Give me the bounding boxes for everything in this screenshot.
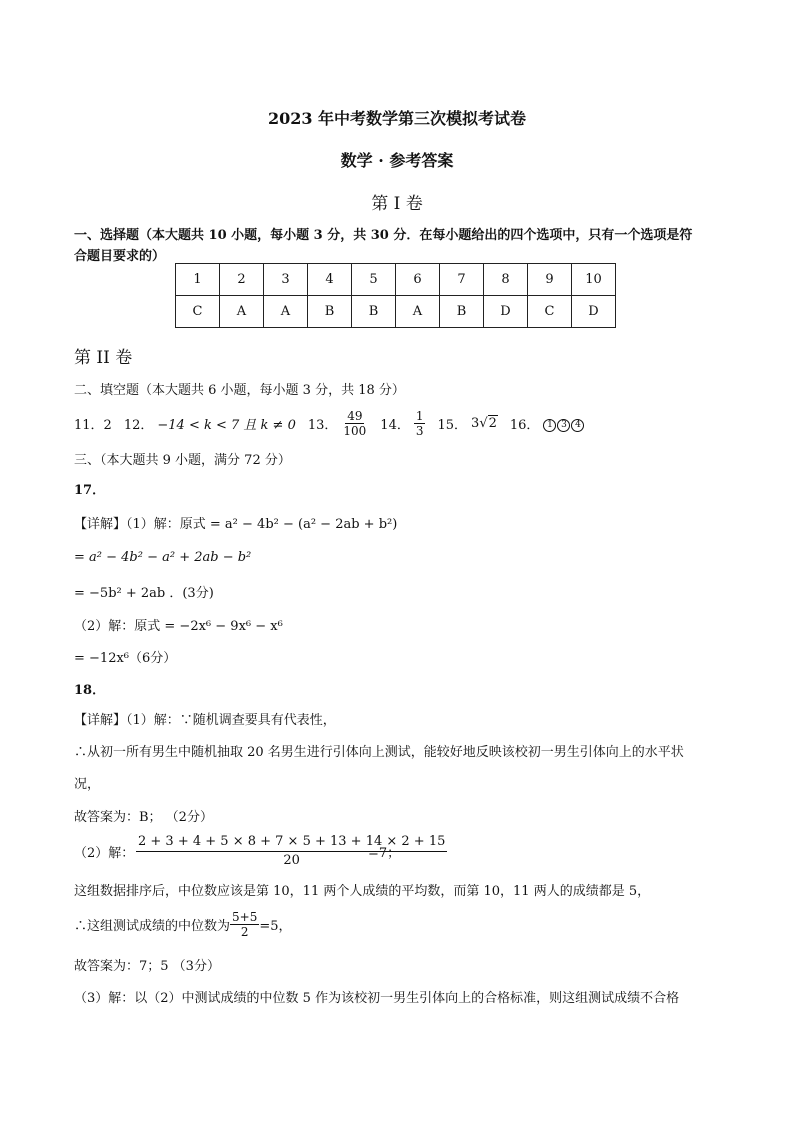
q17-line1: 【详解】（1）解：原式 = a² − 4b² − (a² − 2ab + b²) — [74, 517, 398, 532]
volume-2-heading: 第 II 卷 — [74, 348, 133, 368]
sqrt-coefficient: 3 — [471, 416, 480, 431]
answer-number-cell: 3 — [264, 264, 308, 296]
answer-letter-cell: A — [396, 296, 440, 328]
answer-number-cell: 7 — [440, 264, 484, 296]
q18-line4: 故答案为：B； （2分） — [74, 810, 213, 825]
sqrt-radicand: 2 — [488, 416, 497, 431]
answer-15-label: 15． — [437, 418, 468, 433]
answer-number-cell: 8 — [484, 264, 528, 296]
page-title: 2023 年中考数学第三次模拟考试卷 — [267, 109, 527, 128]
q18-line7-prefix: ∴这组测试成绩的中位数为 — [74, 919, 231, 934]
circled-number: 3 — [557, 419, 570, 432]
answer-16-value — [543, 416, 585, 432]
answer-letter-cell: B — [352, 296, 396, 328]
answer-table-number-row — [176, 264, 616, 296]
answer-number-cell: 5 — [352, 264, 396, 296]
answer-letter-cell: B — [308, 296, 352, 328]
circled-number: 4 — [571, 419, 584, 432]
fraction-numerator: 5+5 — [232, 910, 258, 924]
answer-14-fraction — [414, 409, 426, 438]
answer-13-fraction — [341, 409, 368, 438]
q18-line7-tail: =5， — [259, 919, 292, 934]
section3-heading: 三、（本大题共 9 小题，满分 72 分） — [74, 453, 291, 468]
volume-1-heading: 第 I 卷 — [371, 194, 423, 214]
fraction-numerator: 1 — [415, 409, 424, 423]
answer-16-label: 16． — [509, 418, 540, 433]
q18-line7 — [74, 910, 292, 939]
answer-number-cell: 6 — [396, 264, 440, 296]
answer-letter-cell: A — [220, 296, 264, 328]
fraction-denominator: 3 — [415, 424, 424, 438]
q18-line5-label: （2）解： — [74, 846, 135, 861]
answer-number-cell: 2 — [220, 264, 264, 296]
answer-13-label: 13． — [307, 418, 338, 433]
q18-number: 18． — [74, 683, 106, 698]
answer-letter-cell: D — [572, 296, 616, 328]
section1-heading-line1: 一、选择题（本大题共 10 小题，每小题 3 分，共 30 分．在每小题给出的四个选项中，只有一个选项是符 — [74, 228, 693, 243]
q18-line8: 故答案为：7；5 （3分） — [74, 959, 220, 974]
answer-14-label: 14． — [380, 418, 410, 433]
section2-heading: 二、填空题（本大题共 6 小题，每小题 3 分，共 18 分） — [74, 383, 405, 398]
fraction-numerator: 49 — [347, 409, 363, 423]
q17-line4: （2）解：原式 = −2x⁶ − 9x⁶ − x⁶ — [74, 619, 283, 634]
answer-table — [175, 263, 616, 328]
answer-number-cell: 1 — [176, 264, 220, 296]
fraction-denominator: 2 — [240, 925, 249, 939]
answer-letter-cell: C — [176, 296, 220, 328]
fraction-denominator: 100 — [343, 424, 367, 438]
q18-line9: （3）解：以（2）中测试成绩的中位数 5 作为该校初一男生引体向上的合格标准，则这组测试成绩不合格 — [74, 991, 680, 1006]
q17-line3: = −5b² + 2ab ．(3分) — [74, 586, 214, 601]
answer-number-cell: 4 — [308, 264, 352, 296]
q18-line5-tail: =7； — [368, 846, 401, 861]
q17-line5: = −12x⁶（6分） — [74, 651, 177, 666]
section1-heading-line2: 合题目要求的） — [74, 249, 166, 264]
fraction-denominator: 20 — [283, 853, 300, 868]
q17-line2: = a² − 4b² − a² + 2ab − b² — [74, 550, 252, 565]
answer-12-label: 12． — [123, 418, 154, 433]
answer-letter-cell: B — [440, 296, 484, 328]
fill-in-answers-line — [74, 409, 585, 438]
answer-15-value — [471, 416, 498, 431]
answer-letter-cell: D — [484, 296, 528, 328]
sqrt-sign: √ — [479, 416, 488, 431]
answer-table-answer-row — [176, 296, 616, 328]
q18-line3: 况， — [74, 777, 101, 792]
q17-number: 17． — [74, 483, 106, 498]
q18-line1: 【详解】（1）解：∵随机调查要具有代表性， — [74, 713, 336, 728]
fraction-numerator: 2 + 3 + 4 + 5 × 8 + 7 × 5 + 13 + 14 × 2 + 15 — [136, 833, 447, 852]
answer-letter-cell: C — [528, 296, 572, 328]
answer-letter-cell: A — [264, 296, 308, 328]
q18-line6: 这组数据排序后，中位数应该是第 10，11 两个人成绩的平均数，而第 10，11 两人的成绩都是 5， — [74, 884, 651, 899]
page-subtitle: 数学 · 参考答案 — [340, 151, 454, 170]
answer-number-cell: 10 — [572, 264, 616, 296]
q18-median-fraction — [230, 910, 259, 939]
answer-11: 11．2 — [74, 418, 112, 433]
q18-mean-fraction — [136, 833, 447, 870]
answer-12-value: −14 < k < 7 且 k ≠ 0 — [157, 418, 296, 433]
q18-line2: ∴从初一所有男生中随机抽取 20 名男生进行引体向上测试，能较好地反映该校初一男生引体向上的水平状 — [74, 745, 684, 760]
circled-number: 1 — [543, 419, 556, 432]
answer-number-cell: 9 — [528, 264, 572, 296]
